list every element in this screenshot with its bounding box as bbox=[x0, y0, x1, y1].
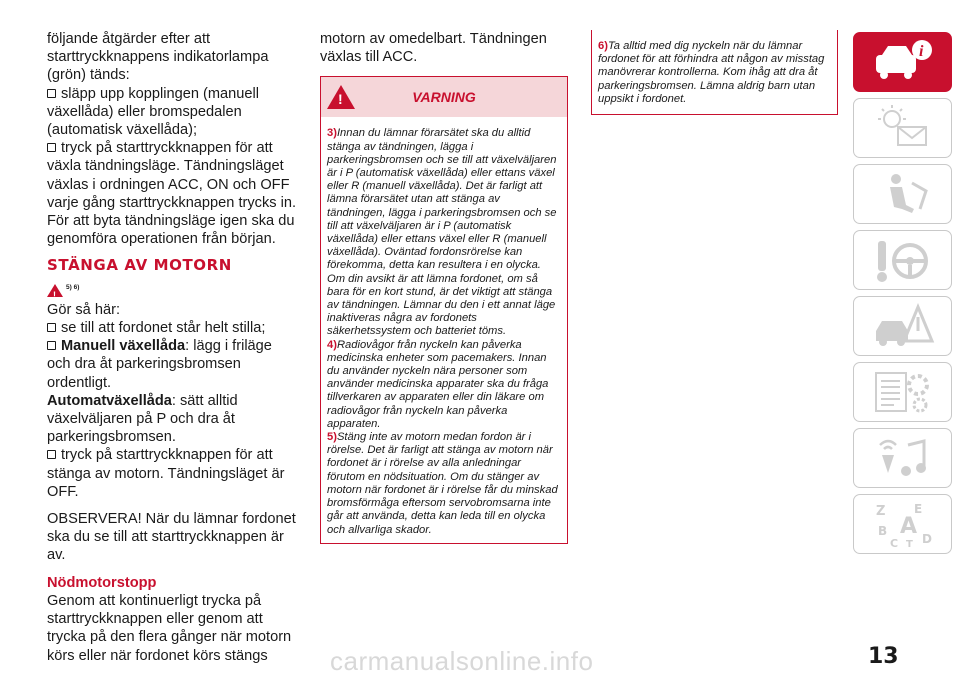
warning-text: Stäng inte av motorn medan fordon är i rörelse. Det är farligt att stänga av motorn när fordonet är i rörelse av alla anledningar förutom en nödsituation. Om du stänger av motorn när fordonet är i rörelse får du minskad bromsförmåga eftersom servobromsarna inte går att använda, detta kan leda till en olycka och allvarliga skador. bbox=[327, 431, 558, 536]
maintenance-gear-icon bbox=[868, 367, 938, 417]
warning-lights-icon bbox=[868, 103, 938, 153]
warning-title: VARNING bbox=[412, 89, 476, 106]
note-paragraph: OBSERVERA! När du lämnar fordonet ska du se till att starttryckknappen är av. bbox=[47, 511, 296, 564]
svg-text:B: B bbox=[877, 524, 887, 538]
list-item: släpp upp kopplingen (manuell växellåda) eller bromspedalen (automatisk växellåda); bbox=[47, 85, 297, 140]
manual-gearbox-label: Manuell växellåda bbox=[61, 338, 186, 355]
column-3 bbox=[591, 30, 838, 115]
watermark: carmanualsonline.info bbox=[330, 646, 594, 676]
seat-safety-icon bbox=[868, 169, 938, 219]
tab-emergency[interactable] bbox=[853, 296, 952, 356]
warning-number: 6) bbox=[598, 40, 608, 52]
alphabetical-index-icon bbox=[868, 499, 938, 549]
warning-body bbox=[321, 117, 567, 542]
column-1 bbox=[47, 30, 297, 665]
steering-wheel-key-icon bbox=[868, 235, 938, 285]
section-heading: STÄNGA AV MOTORN bbox=[47, 256, 232, 275]
warning-text: Ta alltid med dig nyckeln när du lämnar fordonet för att förhindra att någon av misstag manövrerar kontrollerna. Kom ihåg att dra åt parkeringsbromsen. Lämna aldrig barn utan uppsikt i fordonet. bbox=[598, 40, 825, 105]
manual-gearbox-text: : lägg i friläge och dra åt parkeringsbromsen ordentligt. bbox=[47, 338, 272, 391]
page-number: 13 bbox=[868, 644, 899, 669]
warning-text: Innan du lämnar förarsätet ska du alltid stänga av tändningen, lägga i parkeringsbromsen och se till att växelväljaren är i P (automatisk växellåda) eller ettans växel eller R (manuell växellåda). Det är farligt att lämna förarsätet utan att stänga av tändningen, lägga i parkeringsbromsen och se till att växelväljaren är i P (automatisk växellåda) eller ettans växel eller R (manuell växellåda). Oväntad fordonsrörelse kan förekomma, detta kan resultera i en olycka. Om din avsikt är att lämna fordonet, om så bara för en kort stund, är det viktigt att stänga av tändningen. Lämnar du den i ett annat läge inaktiveras några av fordonets säkerhetssystem och batteriet töms. bbox=[327, 127, 557, 338]
svg-text:E: E bbox=[913, 502, 922, 516]
warning-box-continued bbox=[591, 30, 838, 115]
automatic-gearbox-label: Automatväxellåda bbox=[47, 392, 172, 409]
list-item: tryck på starttryckknappen för att växla tändningsläge. Tändningsläget växlas i ordningen ACC, ON och OFF varje gång starttryckknappen trycks in. För att byta tändningsläge igen ska du genomföra operationen från början. bbox=[47, 140, 297, 248]
emergency-stop-paragraph: Genom att kontinuerligt trycka på starttryckknappen eller genom att trycka på den flera gånger när motorn körs eller när fordonet körs stängs bbox=[47, 592, 292, 664]
tab-maintenance[interactable] bbox=[853, 362, 952, 422]
warning-body bbox=[592, 30, 837, 114]
warning-number: 5) bbox=[327, 431, 337, 444]
tab-multimedia[interactable] bbox=[853, 428, 952, 488]
automatic-paragraph bbox=[47, 392, 297, 447]
multimedia-icon bbox=[868, 433, 938, 483]
tab-car-info[interactable] bbox=[853, 32, 952, 92]
list-item bbox=[47, 337, 297, 392]
subsection-heading: Nödmotorstopp bbox=[47, 574, 157, 591]
chapter-sidebar bbox=[853, 32, 953, 560]
paragraph-intro: följande åtgärder efter att starttryckknappens indikatorlampa (grön) tänds: bbox=[47, 31, 269, 84]
tab-starting-driving[interactable] bbox=[853, 230, 952, 290]
tab-warning-lights[interactable] bbox=[853, 98, 952, 158]
warning-refs bbox=[47, 279, 297, 297]
warning-header bbox=[321, 77, 567, 117]
column-2 bbox=[320, 30, 568, 544]
warning-triangle-icon bbox=[47, 284, 63, 297]
emergency-breakdown-icon bbox=[868, 301, 938, 351]
list-item: se till att fordonet står helt stilla; bbox=[47, 319, 297, 337]
warning-box bbox=[320, 76, 568, 543]
automatic-gearbox-text: : sätt alltid växelväljaren på P och dra åt parkeringsbromsen. bbox=[47, 392, 238, 446]
list-item: tryck på starttryckknappen för att stänga av motorn. Tändningsläget är OFF. bbox=[47, 446, 297, 501]
warning-text: Radiovågor från nyckeln kan påverka medicinska enheter som pacemakers. Innan du använder nyckeln nära personer som använder medicinska apparater ska du fråga tillverkaren av apparaten eller din läkare om radiovågor från nyckeln kan påverka apparaten. bbox=[327, 338, 549, 430]
tab-alphabetical-index[interactable] bbox=[853, 494, 952, 554]
svg-text:i: i bbox=[918, 43, 923, 60]
tab-safety[interactable] bbox=[853, 164, 952, 224]
paragraph-do-this: Gör så här: bbox=[47, 301, 120, 318]
svg-text:Z: Z bbox=[875, 504, 885, 519]
car-info-icon bbox=[868, 37, 938, 87]
svg-text:D: D bbox=[921, 532, 932, 546]
warning-refs-text: 5) 6) bbox=[66, 283, 80, 291]
warning-number: 4) bbox=[327, 338, 337, 351]
svg-text:A: A bbox=[899, 514, 917, 539]
svg-text:C: C bbox=[889, 537, 898, 549]
svg-text:T: T bbox=[905, 539, 913, 549]
warning-number: 3) bbox=[327, 127, 337, 140]
continued-paragraph: motorn av omedelbart. Tändningen växlas till ACC. bbox=[320, 31, 547, 66]
